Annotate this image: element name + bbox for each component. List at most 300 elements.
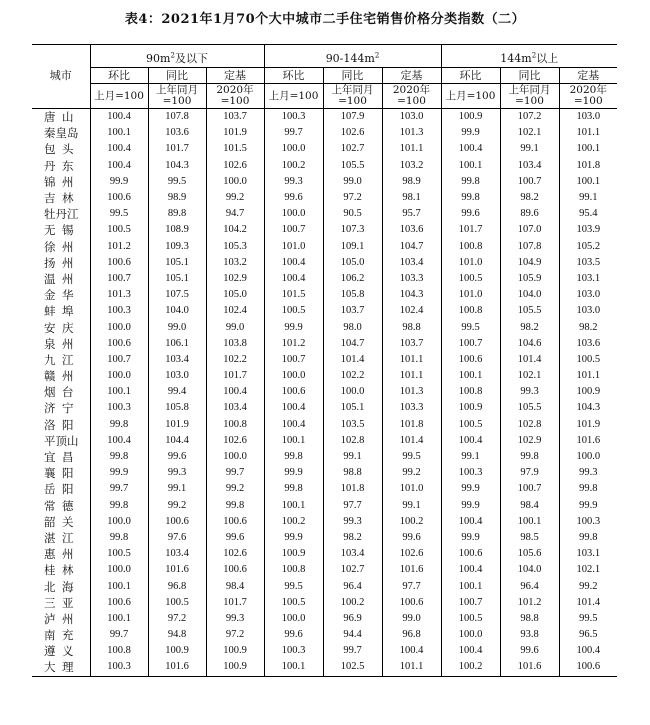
index-value-cell: 100.4 [90,141,148,157]
base-header-cell: 上年同月 =100 [148,84,206,109]
index-value-cell: 100.4 [264,400,323,416]
table-row [32,578,617,594]
index-value-cell: 107.5 [148,287,206,303]
index-value-cell: 100.4 [441,562,500,578]
index-value-cell: 102.9 [500,433,559,449]
index-value-cell: 107.3 [323,222,382,238]
city-name: 三亚 [44,595,74,610]
city-name: 牡丹江 [44,207,79,222]
index-value-cell: 100.9 [559,384,617,400]
index-value-cell: 100.4 [90,433,148,449]
index-value-cell: 100.8 [441,303,500,319]
index-value-cell: 100.7 [264,222,323,238]
table-row [32,433,617,449]
index-value-cell: 105.1 [323,400,382,416]
index-value-cell: 101.3 [90,287,148,303]
index-value-cell: 100.4 [264,271,323,287]
index-value-cell: 99.3 [500,384,559,400]
index-value-cell: 100.1 [559,141,617,157]
index-value-cell: 99.5 [264,578,323,594]
index-value-cell: 90.5 [323,206,382,222]
index-value-cell: 96.8 [148,578,206,594]
index-value-cell: 100.2 [441,659,500,676]
index-value-cell: 100.9 [264,546,323,562]
table-row [32,384,617,400]
index-value-cell: 100.4 [264,255,323,271]
index-value-cell: 100.6 [90,336,148,352]
index-value-cell: 104.3 [148,158,206,174]
table-row [32,109,617,126]
index-value-cell: 99.0 [206,319,264,335]
table-row [32,627,617,643]
index-value-cell: 100.1 [559,174,617,190]
subheader-cell: 同比 [500,68,559,84]
index-value-cell: 101.1 [382,352,441,368]
index-value-cell: 100.0 [323,384,382,400]
index-value-cell: 99.3 [559,465,617,481]
index-value-cell: 101.8 [559,158,617,174]
group-header-large: $144m^2$以上 [441,45,617,68]
city-name: 韶关 [44,514,74,529]
index-value-cell: 105.1 [148,255,206,271]
index-value-cell: 97.2 [148,611,206,627]
index-value-cell: 98.2 [559,319,617,335]
index-value-cell: 107.8 [148,109,206,126]
city-name: 蚌埠 [44,304,74,319]
index-value-cell: 99.1 [500,141,559,157]
index-value-cell: 99.5 [559,611,617,627]
index-value-cell: 107.9 [323,109,382,126]
index-value-cell: 101.3 [382,384,441,400]
index-value-cell: 100.4 [206,384,264,400]
index-value-cell: 101.7 [441,222,500,238]
index-value-cell: 100.7 [500,174,559,190]
index-value-cell: 109.3 [148,239,206,255]
index-value-cell: 99.4 [148,384,206,400]
index-value-cell: 97.7 [382,578,441,594]
index-value-cell: 103.4 [148,546,206,562]
index-value-cell: 100.6 [264,384,323,400]
index-value-cell: 104.0 [148,303,206,319]
index-value-cell: 103.0 [559,287,617,303]
group-header-medium: $90-144m^2$ [264,45,441,68]
index-value-cell: 100.8 [264,562,323,578]
index-value-cell: 100.0 [90,319,148,335]
city-name: 遵义 [44,644,74,659]
index-value-cell: 99.8 [500,449,559,465]
index-value-cell: 100.6 [441,546,500,562]
subheader-cell: 定基 [206,68,264,84]
index-value-cell: 100.0 [559,449,617,465]
index-value-cell: 103.1 [559,271,617,287]
index-value-cell: 105.1 [148,271,206,287]
index-value-cell: 100.7 [90,352,148,368]
index-value-cell: 99.8 [264,481,323,497]
index-value-cell: 99.6 [441,206,500,222]
index-value-cell: 104.3 [382,287,441,303]
city-name: 九江 [44,352,74,367]
city-name: 丹东 [44,158,74,173]
index-value-cell: 100.0 [206,174,264,190]
index-value-cell: 100.0 [264,368,323,384]
index-value-cell: 96.5 [559,627,617,643]
index-value-cell: 100.4 [441,433,500,449]
index-value-cell: 100.8 [441,239,500,255]
index-value-cell: 100.6 [148,514,206,530]
index-value-cell: 100.9 [148,643,206,659]
index-value-cell: 103.7 [382,336,441,352]
table-row [32,303,617,319]
index-value-cell: 98.2 [500,319,559,335]
index-value-cell: 100.1 [441,578,500,594]
table-row [32,319,617,335]
table-row [32,449,617,465]
index-value-cell: 100.8 [441,384,500,400]
index-value-cell: 99.9 [90,465,148,481]
index-value-cell: 101.9 [559,417,617,433]
index-value-cell: 89.6 [500,206,559,222]
index-value-cell: 101.2 [90,239,148,255]
index-value-cell: 102.6 [382,546,441,562]
table-row [32,141,617,157]
index-value-cell: 99.1 [323,449,382,465]
index-value-cell: 99.9 [441,125,500,141]
index-value-cell: 99.8 [90,417,148,433]
table-body [32,109,617,677]
index-value-cell: 95.4 [559,206,617,222]
index-value-cell: 99.3 [323,514,382,530]
index-value-cell: 98.5 [500,530,559,546]
index-value-cell: 100.6 [90,255,148,271]
index-value-cell: 100.5 [148,595,206,611]
table-row [32,498,617,514]
index-value-cell: 105.8 [323,287,382,303]
index-value-cell: 97.2 [206,627,264,643]
index-value-cell: 104.0 [500,287,559,303]
index-value-cell: 103.9 [559,222,617,238]
city-name: 宜昌 [44,450,74,465]
index-value-cell: 100.6 [206,562,264,578]
table-row [32,400,617,416]
index-value-cell: 105.8 [148,400,206,416]
index-value-cell: 103.0 [559,303,617,319]
index-value-cell: 95.7 [382,206,441,222]
index-value-cell: 98.9 [382,174,441,190]
index-value-cell: 101.0 [382,481,441,497]
index-value-cell: 99.7 [90,627,148,643]
index-value-cell: 103.5 [323,417,382,433]
index-value-cell: 100.4 [264,417,323,433]
index-value-cell: 100.3 [90,659,148,676]
index-value-cell: 100.0 [264,141,323,157]
index-value-cell: 99.9 [441,530,500,546]
table-row [32,546,617,562]
base-header-cell: 上月=100 [90,84,148,109]
index-value-cell: 98.1 [382,190,441,206]
city-name: 温州 [44,271,74,286]
index-value-cell: 100.3 [264,109,323,126]
base-header-cell: 上月=100 [264,84,323,109]
index-value-cell: 100.6 [559,659,617,676]
index-value-cell: 108.9 [148,222,206,238]
index-value-cell: 100.1 [441,158,500,174]
index-value-cell: 99.1 [559,190,617,206]
index-value-cell: 103.5 [559,255,617,271]
index-value-cell: 94.7 [206,206,264,222]
index-value-cell: 101.6 [382,562,441,578]
city-name: 襄阳 [44,466,74,481]
table-row [32,643,617,659]
index-value-cell: 98.8 [500,611,559,627]
index-value-cell: 100.0 [206,449,264,465]
index-value-cell: 99.8 [441,174,500,190]
index-value-cell: 100.2 [264,158,323,174]
index-value-cell: 100.5 [264,595,323,611]
index-value-cell: 104.7 [382,239,441,255]
index-value-cell: 99.1 [441,449,500,465]
index-value-cell: 102.1 [500,125,559,141]
index-value-cell: 100.3 [559,514,617,530]
index-value-cell: 102.9 [206,271,264,287]
index-value-cell: 99.9 [441,481,500,497]
index-value-cell: 98.8 [382,319,441,335]
index-value-cell: 100.4 [441,643,500,659]
index-value-cell: 101.7 [206,595,264,611]
subheader-cell: 环比 [441,68,500,84]
index-value-cell: 101.9 [148,417,206,433]
index-value-cell: 100.4 [90,158,148,174]
index-value-cell: 101.6 [148,562,206,578]
index-value-cell: 101.0 [264,239,323,255]
index-value-cell: 93.8 [500,627,559,643]
index-value-cell: 99.6 [500,643,559,659]
index-value-cell: 94.4 [323,627,382,643]
index-value-cell: 99.5 [90,206,148,222]
index-value-cell: 99.0 [148,319,206,335]
index-value-cell: 98.9 [148,190,206,206]
index-value-cell: 100.7 [500,481,559,497]
index-value-cell: 101.9 [206,125,264,141]
index-value-cell: 100.7 [441,336,500,352]
index-value-cell: 103.3 [382,400,441,416]
index-value-cell: 102.4 [206,303,264,319]
index-value-cell: 100.1 [90,611,148,627]
index-value-cell: 105.0 [206,287,264,303]
index-value-cell: 101.4 [323,352,382,368]
index-value-cell: 99.6 [264,627,323,643]
index-value-cell: 102.2 [206,352,264,368]
index-value-cell: 99.6 [148,449,206,465]
index-value-cell: 103.4 [148,352,206,368]
index-value-cell: 100.5 [559,352,617,368]
index-value-cell: 100.0 [90,368,148,384]
index-value-cell: 100.5 [441,611,500,627]
index-value-cell: 102.8 [500,417,559,433]
city-name: 烟台 [44,385,74,400]
index-value-cell: 105.9 [500,271,559,287]
index-value-cell: 107.8 [500,239,559,255]
index-value-cell: 100.8 [90,643,148,659]
index-value-cell: 101.1 [382,659,441,676]
index-value-cell: 99.0 [323,174,382,190]
index-value-cell: 103.0 [559,109,617,126]
index-value-cell: 100.6 [90,190,148,206]
city-name: 常德 [44,498,74,513]
index-value-cell: 99.8 [441,190,500,206]
index-value-cell: 99.7 [264,125,323,141]
index-value-cell: 99.7 [323,643,382,659]
city-name: 湛江 [44,530,74,545]
index-value-cell: 99.7 [206,465,264,481]
table-row [32,125,617,141]
index-value-cell: 100.0 [264,611,323,627]
index-value-cell: 101.1 [559,368,617,384]
index-value-cell: 100.9 [441,400,500,416]
index-value-cell: 103.3 [382,271,441,287]
city-name: 扬州 [44,255,74,270]
index-value-cell: 100.4 [441,514,500,530]
index-value-cell: 100.0 [90,562,148,578]
group-header-small: $90m^2$及以下 [90,45,264,68]
table-row [32,222,617,238]
index-value-cell: 104.4 [148,433,206,449]
index-value-cell: 99.5 [441,319,500,335]
index-value-cell: 99.3 [264,174,323,190]
index-value-cell: 101.1 [382,368,441,384]
index-value-cell: 103.2 [206,255,264,271]
index-value-cell: 103.4 [500,158,559,174]
city-name: 安庆 [44,320,74,335]
table-row [32,271,617,287]
table-row [32,368,617,384]
index-value-cell: 103.2 [382,158,441,174]
table-row [32,595,617,611]
index-value-cell: 100.6 [206,514,264,530]
table-row [32,562,617,578]
index-value-cell: 100.3 [441,465,500,481]
index-value-cell: 99.2 [559,578,617,594]
index-value-cell: 102.1 [559,562,617,578]
index-value-cell: 100.6 [441,352,500,368]
index-value-cell: 102.5 [323,659,382,676]
index-value-cell: 104.7 [323,336,382,352]
index-value-cell: 99.1 [148,481,206,497]
index-value-cell: 100.3 [90,303,148,319]
index-value-cell: 105.6 [500,546,559,562]
base-header-cell: 2020年 =100 [206,84,264,109]
index-value-cell: 101.6 [148,659,206,676]
city-name: 大理 [32,659,90,676]
table-row [32,417,617,433]
city-column-header: 城市 [32,45,90,109]
index-value-cell: 105.5 [323,158,382,174]
index-value-cell: 103.8 [206,336,264,352]
index-value-cell: 107.2 [500,109,559,126]
index-value-cell: 100.5 [264,303,323,319]
index-value-cell: 101.0 [441,255,500,271]
index-value-cell: 102.6 [323,125,382,141]
city-name: 洛阳 [44,417,74,432]
index-value-cell: 97.2 [323,190,382,206]
table-title: 表4：2021年1月70个大中城市二手住宅销售价格分类指数（二） [124,12,526,27]
index-value-cell: 100.5 [90,546,148,562]
index-value-cell: 100.0 [441,627,500,643]
index-value-cell: 100.1 [441,368,500,384]
index-value-cell: 98.8 [323,465,382,481]
index-value-cell: 100.4 [559,643,617,659]
index-value-cell: 105.0 [323,255,382,271]
index-value-cell: 102.4 [382,303,441,319]
index-value-cell: 100.5 [441,271,500,287]
base-header-cell: 2020年 =100 [382,84,441,109]
index-value-cell: 97.7 [323,498,382,514]
table-row [32,336,617,352]
index-value-cell: 109.1 [323,239,382,255]
index-value-cell: 102.6 [206,546,264,562]
table-row [32,530,617,546]
index-value-cell: 96.8 [382,627,441,643]
index-value-cell: 100.1 [264,498,323,514]
subheader-cell: 同比 [323,68,382,84]
index-value-cell: 103.4 [206,400,264,416]
index-value-cell: 100.0 [90,514,148,530]
table-row [32,287,617,303]
index-value-cell: 103.6 [148,125,206,141]
index-value-cell: 100.4 [382,643,441,659]
index-value-cell: 100.1 [90,384,148,400]
index-value-cell: 101.0 [441,287,500,303]
index-value-cell: 99.9 [264,319,323,335]
index-value-cell: 101.6 [500,659,559,676]
base-header-cell: 上月=100 [441,84,500,109]
index-value-cell: 101.2 [500,595,559,611]
index-value-cell: 103.1 [559,546,617,562]
table-row [32,514,617,530]
city-name: 锦州 [44,174,74,189]
table-row [32,239,617,255]
index-value-cell: 101.1 [559,125,617,141]
index-value-cell: 105.2 [559,239,617,255]
index-value-cell: 104.0 [500,562,559,578]
index-value-cell: 101.8 [382,417,441,433]
index-value-cell: 102.2 [323,368,382,384]
index-value-cell: 99.6 [264,190,323,206]
index-value-cell: 98.2 [500,190,559,206]
index-value-cell: 100.2 [323,595,382,611]
index-value-cell: 102.8 [323,433,382,449]
index-value-cell: 99.8 [559,481,617,497]
table-row [32,352,617,368]
index-value-cell: 105.3 [206,239,264,255]
index-value-cell: 97.6 [148,530,206,546]
index-value-cell: 100.2 [382,514,441,530]
index-value-cell: 101.1 [382,141,441,157]
index-value-cell: 101.7 [206,368,264,384]
index-value-cell: 98.0 [323,319,382,335]
index-value-cell: 99.9 [264,530,323,546]
index-value-cell: 101.4 [500,352,559,368]
index-value-cell: 97.9 [500,465,559,481]
index-value-cell: 98.4 [206,578,264,594]
index-value-cell: 102.7 [323,141,382,157]
index-value-cell: 100.1 [500,514,559,530]
index-value-cell: 96.4 [500,578,559,594]
city-name: 包头 [44,142,74,157]
index-value-cell: 100.8 [206,417,264,433]
index-value-cell: 101.4 [559,595,617,611]
city-name: 桂林 [44,563,74,578]
index-value-cell: 100.5 [441,417,500,433]
